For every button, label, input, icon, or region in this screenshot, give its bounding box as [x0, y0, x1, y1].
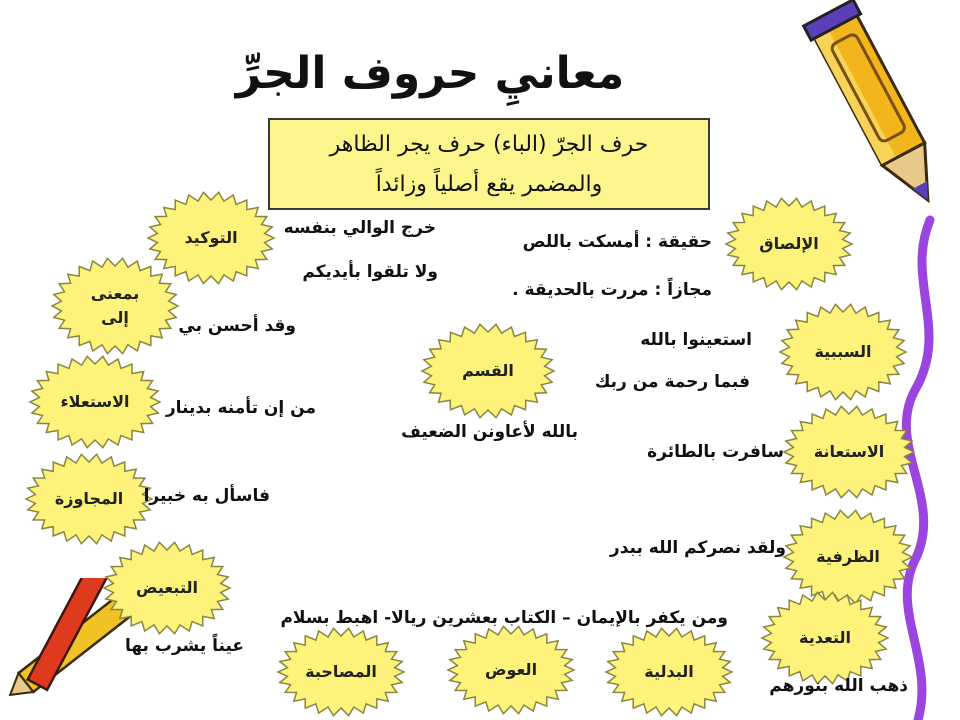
meaning-label: السببية — [814, 342, 872, 361]
meaning-tawkid — [146, 190, 276, 286]
meaning-sababiya — [778, 302, 908, 402]
example-tawkid-2: ولا تلقوا بأيديكم — [302, 262, 438, 282]
meaning-label: المجاوزة — [54, 489, 124, 508]
example-tabeed: عيناً يشرب بها — [124, 636, 244, 656]
meaning-label: التعدية — [799, 628, 852, 647]
meaning-istiana — [782, 404, 916, 500]
meaning-istila — [28, 354, 162, 450]
example-bimana-ila: وقد أحسن بي — [178, 316, 296, 336]
meaning-musahaba — [276, 626, 406, 718]
meaning-ilsaq — [724, 196, 854, 292]
meaning-label: القسم — [462, 361, 514, 380]
meaning-mujawaza — [24, 452, 154, 546]
meaning-label: العوض — [484, 660, 538, 679]
meaning-label-line-1: بمعنى — [90, 284, 140, 303]
example-sababiya-1: استعينوا بالله — [640, 330, 752, 350]
meaning-label-line-2: إلى — [101, 308, 129, 327]
meaning-label: الظرفية — [816, 547, 880, 566]
example-zarfiya: ولقد نصركم الله ببدر — [609, 538, 786, 558]
meaning-label: البدلية — [644, 662, 694, 681]
definition-line-2: والمضمر يقع أصلياً وزائداً — [375, 171, 603, 197]
page-title: معانيِ حروف الجرِّ — [235, 48, 625, 99]
meaning-tadiya — [760, 590, 890, 686]
meaning-badaliya — [604, 626, 734, 718]
example-tawkid-1: خرج الوالي بنفسه — [283, 218, 436, 238]
meaning-label: التوكيد — [184, 228, 238, 247]
meaning-label: المصاحبة — [305, 662, 377, 681]
example-ilsaq-real: حقيقة : أمسكت باللص — [522, 232, 712, 252]
example-tadiya: ذهب الله بنورهم — [769, 676, 908, 696]
meaning-qasam — [420, 322, 556, 420]
meaning-label: الإلصاق — [759, 234, 819, 253]
example-badal-iwad-musahaba: ومن يكفر بالإيمان – الكتاب بعشرين ريالا- اهبط بسلام — [280, 608, 728, 628]
definition-line-1: حرف الجرّ (الباء) حرف يجر الظاهر — [329, 131, 649, 157]
meaning-label: الاستعلاء — [60, 392, 130, 411]
example-qasam: بالله لأعاونن الضعيف — [401, 422, 578, 442]
example-ilsaq-fig: مجازاً : مررت بالحديقة . — [512, 280, 712, 300]
example-sababiya-2: فبما رحمة من ربك — [594, 372, 750, 392]
meaning-iwad — [446, 624, 576, 716]
meaning-label: الاستعانة — [813, 442, 885, 461]
example-mujawaza: فاسأل به خبيرا — [143, 486, 270, 506]
example-istila: من إن تأمنه بدينار — [165, 398, 316, 418]
meaning-tabeed — [102, 540, 232, 636]
example-istiana: سافرت بالطائرة — [647, 442, 784, 462]
meaning-label: التبعيض — [136, 578, 198, 597]
